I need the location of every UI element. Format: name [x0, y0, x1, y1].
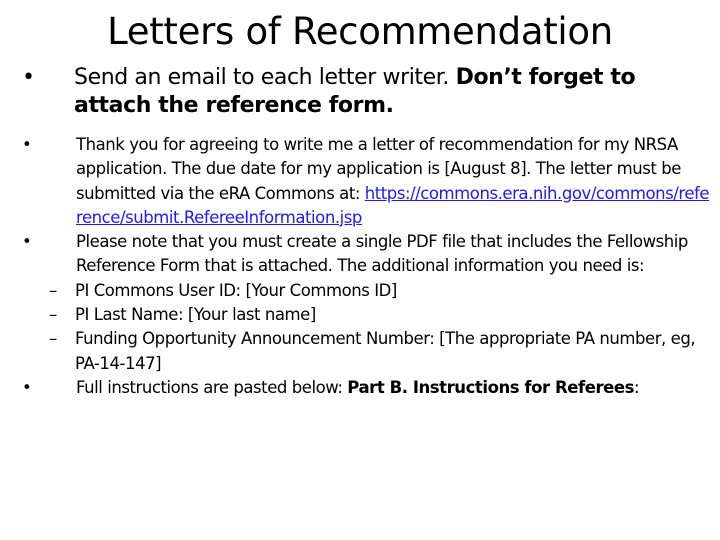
sub-item-text: PI Commons User ID: [Your Commons ID] — [75, 280, 397, 300]
main-bullet-text — [74, 64, 712, 120]
sub-item-funding-number — [22, 327, 712, 376]
bullet-marker: • — [22, 65, 35, 90]
list-item-instructions — [22, 376, 712, 400]
dash-marker: – — [49, 329, 57, 349]
list-item-pdf-note — [22, 230, 712, 279]
sub-item-text: PI Last Name: [Your last name] — [75, 305, 316, 325]
bullet-marker: • — [22, 232, 32, 252]
main-bullet — [22, 64, 712, 120]
list-item-thank-you — [22, 133, 712, 230]
bullet-marker: • — [22, 135, 32, 154]
sub-item-last-name — [22, 303, 712, 327]
pdf-note-text: Please note that you must create a single PDF file that includes the Fellowship Reference Form that is attached. The additional information you need is: — [76, 232, 688, 276]
main-bullet-bold-text: Don’t forget to attach the reference form. — [74, 65, 636, 118]
bullet-marker: • — [22, 377, 32, 397]
sub-item-commons-id — [22, 279, 712, 303]
era-commons-link[interactable]: https://commons.era.nih.gov/commons/reference/submit.RefereeInformation.jsp — [76, 183, 710, 227]
instructions-text: Full instructions are pasted below: — [76, 377, 348, 397]
instructions-suffix: : — [634, 377, 640, 397]
thank-you-text: Thank you for agreeing to write me a letter of recommendation for my NRSA application. The due date for my application is [August 8]. The letter must be submitted via the eRA Commons at: — [76, 135, 681, 203]
sub-item-text: Funding Opportunity Announcement Number: [The appropriate PA number, eg, PA-14-147] — [75, 329, 696, 373]
email-template-list — [22, 133, 712, 400]
main-bullet-plain-text: Send an email to each letter writer. — [74, 65, 456, 90]
dash-marker: – — [49, 280, 57, 300]
instructions-bold-text: Part B. Instructions for Referees — [347, 377, 635, 397]
slide-title: Letters of Recommendation — [107, 10, 613, 53]
dash-marker: – — [49, 305, 57, 325]
